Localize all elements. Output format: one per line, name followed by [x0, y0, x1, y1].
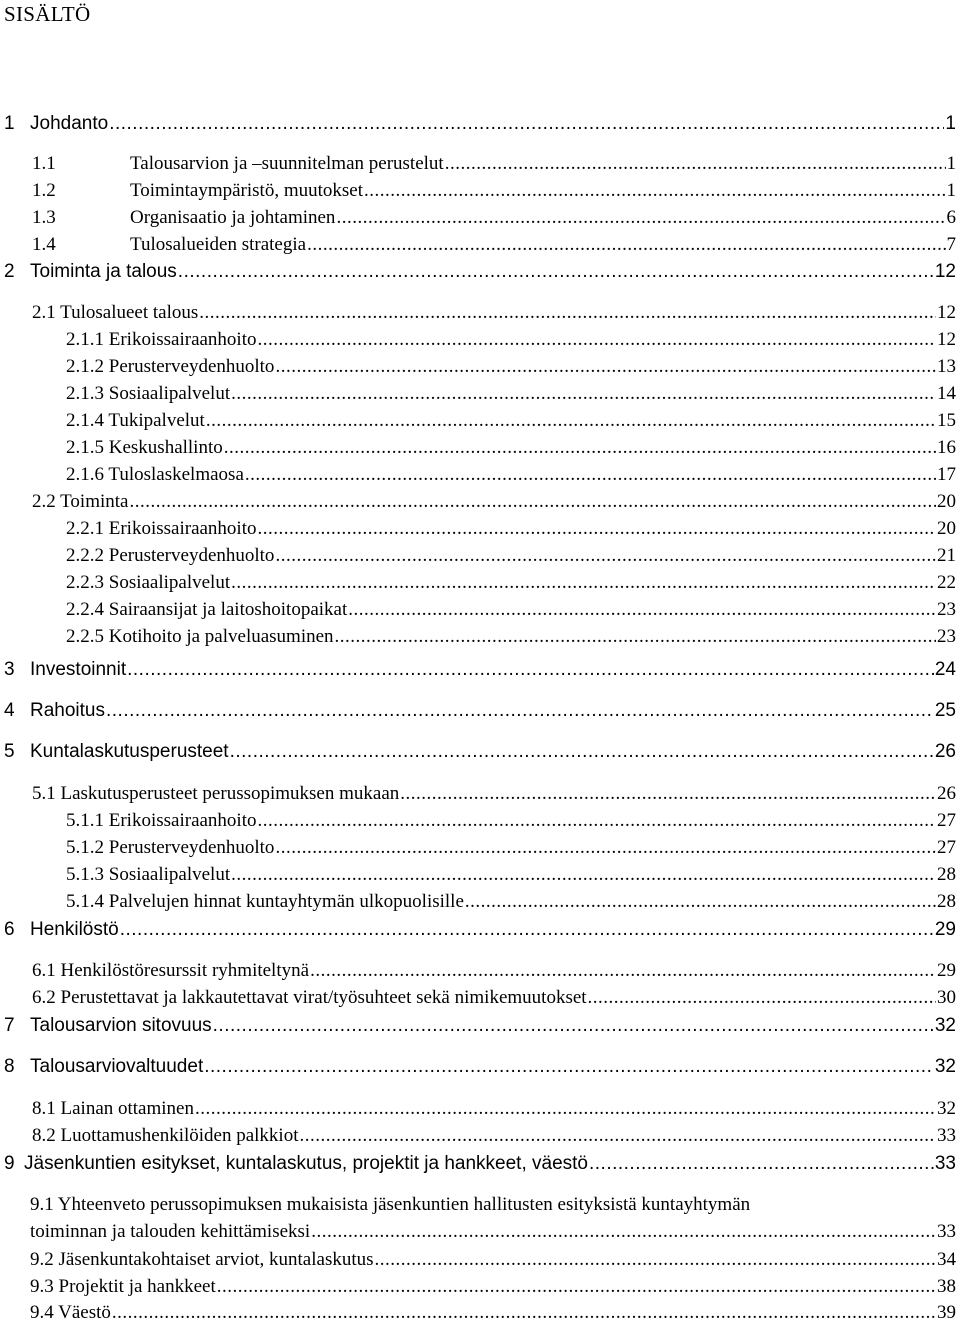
- toc-label: 2.1.4 Tukipalvelut: [66, 410, 205, 431]
- toc-label: Investoinnit: [30, 659, 127, 680]
- toc-page: 26: [937, 783, 956, 804]
- toc-entry-2[interactable]: [4, 261, 956, 283]
- toc-entry-2-2-1[interactable]: [66, 518, 956, 540]
- toc-entry-2-1-3[interactable]: [66, 383, 956, 405]
- toc-entry-5[interactable]: [4, 741, 956, 763]
- toc-leader: [275, 837, 936, 859]
- toc-page: 17: [937, 464, 956, 485]
- toc-number: 5: [4, 741, 15, 762]
- toc-entry-5-1[interactable]: [32, 783, 956, 805]
- toc-leader: [348, 599, 936, 621]
- toc-leader: [375, 1249, 936, 1271]
- toc-leader: [195, 1098, 936, 1120]
- toc-leader: [231, 383, 936, 405]
- toc-label: Johdanto: [30, 113, 109, 134]
- toc-label: 9.3 Projektit ja hankkeet: [30, 1276, 216, 1297]
- toc-leader: [231, 864, 936, 886]
- toc-leader: [258, 810, 937, 832]
- toc-page: 23: [937, 626, 956, 647]
- toc-page: 6: [946, 207, 956, 228]
- toc-number: 3: [4, 659, 15, 680]
- toc-label: 6.2 Perustettavat ja lakkautettavat virat/työsuhteet sekä nimikemuutokset: [32, 987, 587, 1008]
- toc-label: 9.1 Yhteenveto perussopimuksen mukaisista jäsenkuntien hallitusten esityksistä kuntayhtymän: [30, 1194, 751, 1215]
- toc-label: 2.1.5 Keskushallinto: [66, 437, 223, 458]
- toc-page: 28: [937, 891, 956, 912]
- toc-label: 5.1.4 Palvelujen hinnat kuntayhtymän ulkopuolisille: [66, 891, 464, 912]
- toc-number: 2: [4, 261, 15, 282]
- toc-label: Talousarvion ja –suunnitelman perustelut: [130, 153, 444, 174]
- toc-leader: [178, 261, 934, 283]
- toc-page: 12: [934, 261, 956, 282]
- toc-page: 1: [946, 180, 956, 201]
- toc-page: 1: [945, 113, 956, 134]
- toc-entry-3[interactable]: [4, 659, 956, 681]
- toc-page: 30: [937, 987, 956, 1008]
- toc-label: 2.1 Tulosalueet talous: [32, 302, 199, 323]
- toc-leader: [310, 960, 936, 982]
- toc-leader: [275, 356, 936, 378]
- toc-entry-8[interactable]: [4, 1056, 956, 1078]
- toc-entry-1-2[interactable]: [32, 180, 956, 202]
- toc-page: 39: [937, 1302, 956, 1323]
- toc-entry-2-1-6[interactable]: [66, 464, 956, 486]
- toc-label: 2.1.2 Perusterveydenhuolto: [66, 356, 275, 377]
- toc-leader: [400, 783, 936, 805]
- toc-label: Organisaatio ja johtaminen: [130, 207, 336, 228]
- toc-entry-5-1-2[interactable]: [66, 837, 956, 859]
- toc-page: 22: [937, 572, 956, 593]
- toc-number: 1.3: [32, 207, 56, 228]
- toc-page: 27: [937, 810, 956, 831]
- toc-leader: [258, 518, 937, 540]
- page-title: SISÄLTÖ: [4, 2, 91, 26]
- toc-page: 27: [937, 837, 956, 858]
- toc-entry-1[interactable]: [4, 113, 956, 135]
- toc-entry-2-2-5[interactable]: [66, 626, 956, 648]
- toc-entry-2-2-2[interactable]: [66, 545, 956, 567]
- toc-leader: [120, 919, 934, 941]
- toc-entry-2-1-5[interactable]: [66, 437, 956, 459]
- toc-entry-6[interactable]: [4, 919, 956, 941]
- toc-label: Talousarviovaltuudet: [30, 1056, 204, 1077]
- toc-page: 12: [937, 329, 956, 350]
- toc-leader: [245, 464, 936, 486]
- toc-entry-7[interactable]: [4, 1015, 956, 1037]
- toc-entry-2-1[interactable]: [32, 302, 956, 324]
- toc-leader: [224, 437, 936, 459]
- toc-page: 21: [937, 545, 956, 566]
- toc-number: 1.2: [32, 180, 56, 201]
- toc-entry-4[interactable]: [4, 700, 956, 722]
- toc-entry-5-1-1[interactable]: [66, 810, 956, 832]
- toc-page: 12: [937, 302, 956, 323]
- toc-page: 26: [934, 741, 956, 762]
- toc-label: Tulosalueiden strategia: [130, 234, 307, 255]
- toc-entry-5-1-3[interactable]: [66, 864, 956, 886]
- toc-entry-5-1-4[interactable]: [66, 891, 956, 913]
- toc-leader: [336, 207, 945, 229]
- toc-label: 9.4 Väestö: [30, 1302, 111, 1323]
- toc-number: 4: [4, 700, 15, 721]
- toc-leader: [465, 891, 936, 913]
- toc-page: 13: [937, 356, 956, 377]
- toc-page: 33: [937, 1125, 956, 1146]
- toc-page: 38: [937, 1276, 956, 1297]
- toc-leader: [589, 1153, 934, 1175]
- toc-page: 23: [937, 599, 956, 620]
- toc-label: Talousarvion sitovuus: [30, 1015, 212, 1036]
- toc-entry-2-1-4[interactable]: [66, 410, 956, 432]
- toc-number: 9: [4, 1153, 15, 1174]
- toc-label: Rahoitus: [30, 700, 105, 721]
- toc-leader: [311, 1221, 936, 1243]
- toc-number: 1.4: [32, 234, 56, 255]
- toc-entry-1-4[interactable]: [32, 234, 956, 256]
- toc-leader: [445, 153, 946, 175]
- toc-leader: [109, 113, 944, 135]
- toc-page: 33: [937, 1221, 956, 1242]
- toc-label: 2.2.3 Sosiaalipalvelut: [66, 572, 231, 593]
- toc-leader: [127, 659, 934, 681]
- toc-label: 8.2 Luottamushenkilöiden palkkiot: [32, 1125, 299, 1146]
- toc-page: 29: [937, 960, 956, 981]
- toc-label: 9.2 Jäsenkuntakohtaiset arviot, kuntalaskutus: [30, 1249, 374, 1270]
- toc-leader: [231, 572, 936, 594]
- toc-label: 6.1 Henkilöstöresurssit ryhmiteltynä: [32, 960, 310, 981]
- toc-leader: [230, 741, 934, 763]
- toc-entry-2-2-4[interactable]: [66, 599, 956, 621]
- toc-leader: [106, 700, 934, 722]
- toc-label: 5.1 Laskutusperusteet perussopimuksen mukaan: [32, 783, 400, 804]
- toc-leader: [588, 987, 936, 1009]
- toc-label: Kuntalaskutusperusteet: [30, 741, 229, 762]
- toc-label: Toimintaympäristö, muutokset: [130, 180, 363, 201]
- toc-label: 2.2.2 Perusterveydenhuolto: [66, 545, 275, 566]
- toc-entry-2-1-1[interactable]: [66, 329, 956, 351]
- toc-label: Henkilöstö: [30, 919, 119, 940]
- toc-entry-9[interactable]: [4, 1153, 956, 1175]
- toc-label: 2.2.5 Kotihoito ja palveluasuminen: [66, 626, 334, 647]
- toc-entry-9-1-line2[interactable]: [30, 1221, 956, 1243]
- toc-leader: [204, 1056, 934, 1078]
- toc-label: 5.1.3 Sosiaalipalvelut: [66, 864, 231, 885]
- toc-page: 14: [937, 383, 956, 404]
- toc-number: 1.1: [32, 153, 56, 174]
- toc-entry-6-2[interactable]: [32, 987, 956, 1009]
- toc-page: 34: [937, 1249, 956, 1270]
- toc-entry-1-1[interactable]: [32, 153, 956, 175]
- toc-label: 2.2.4 Sairaansijat ja laitoshoitopaikat: [66, 599, 348, 620]
- toc-page: 28: [937, 864, 956, 885]
- toc-page: 32: [937, 1098, 956, 1119]
- toc-page: 1: [946, 153, 956, 174]
- toc-page: 29: [934, 919, 956, 940]
- toc-page: 16: [937, 437, 956, 458]
- toc-page: 32: [934, 1056, 956, 1077]
- toc-entry-9-4[interactable]: [30, 1302, 956, 1324]
- toc-entry-2-2[interactable]: [32, 491, 956, 513]
- toc-page: 32: [934, 1015, 956, 1036]
- toc-entry-8-2[interactable]: [32, 1125, 956, 1147]
- toc-label: Toiminta ja talous: [30, 261, 177, 282]
- toc-leader: [112, 1302, 936, 1324]
- toc-entry-8-1[interactable]: [32, 1098, 956, 1120]
- toc-leader: [300, 1125, 937, 1147]
- toc-leader: [307, 234, 945, 256]
- toc-entry-9-3[interactable]: [30, 1276, 956, 1298]
- toc-page: 7: [946, 234, 956, 255]
- toc-label: toiminnan ja talouden kehittämiseksi: [30, 1221, 311, 1242]
- toc-leader: [213, 1015, 934, 1037]
- toc-entry-2-1-2[interactable]: [66, 356, 956, 378]
- toc-entry-2-2-3[interactable]: [66, 572, 956, 594]
- toc-label: 2.1.1 Erikoissairaanhoito: [66, 329, 257, 350]
- toc-label: 2.2 Toiminta: [32, 491, 129, 512]
- toc-leader: [199, 302, 936, 324]
- toc-page: 15: [937, 410, 956, 431]
- toc-leader: [275, 545, 936, 567]
- toc-page: 24: [934, 659, 956, 680]
- toc-label: 8.1 Lainan ottaminen: [32, 1098, 194, 1119]
- toc-number: 6: [4, 919, 15, 940]
- toc-label: Jäsenkuntien esitykset, kuntalaskutus, projektit ja hankkeet, väestö: [24, 1153, 588, 1174]
- toc-label: 5.1.1 Erikoissairaanhoito: [66, 810, 257, 831]
- toc-entry-9-2[interactable]: [30, 1249, 956, 1271]
- toc-entry-9-1-line1[interactable]: [30, 1194, 750, 1216]
- toc-number: 8: [4, 1056, 15, 1077]
- toc-label: 5.1.2 Perusterveydenhuolto: [66, 837, 275, 858]
- toc-label: 2.1.3 Sosiaalipalvelut: [66, 383, 231, 404]
- toc-entry-6-1[interactable]: [32, 960, 956, 982]
- toc-leader: [364, 180, 946, 202]
- toc-leader: [258, 329, 937, 351]
- toc-page: 20: [937, 491, 956, 512]
- toc-page: 20: [937, 518, 956, 539]
- toc-page: 25: [934, 700, 956, 721]
- toc-number: 1: [4, 113, 15, 134]
- toc-leader: [206, 410, 936, 432]
- toc-number: 7: [4, 1015, 15, 1036]
- toc-page: 33: [934, 1153, 956, 1174]
- toc-leader: [335, 626, 936, 648]
- toc-leader: [129, 491, 936, 513]
- toc-leader: [217, 1276, 936, 1298]
- toc-label: 2.2.1 Erikoissairaanhoito: [66, 518, 257, 539]
- toc-entry-1-3[interactable]: [32, 207, 956, 229]
- toc-label: 2.1.6 Tuloslaskelmaosa: [66, 464, 244, 485]
